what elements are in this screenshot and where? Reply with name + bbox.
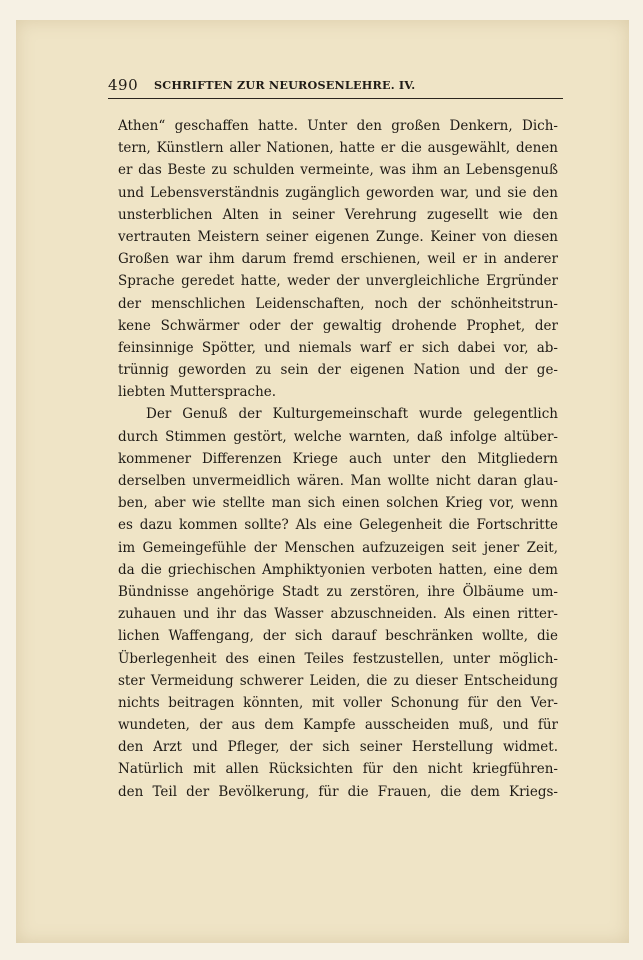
body-text bbox=[118, 115, 558, 803]
text-line: vertrauten Meistern seiner eigenen Zunge. Keiner von diesen bbox=[118, 228, 558, 245]
text-line: unsterblichen Alten in seiner Verehrung zugesellt wie den bbox=[118, 206, 558, 223]
text-line: Der Genuß der Kulturgemeinschaft wurde gelegentlich bbox=[146, 406, 558, 423]
running-header bbox=[108, 76, 563, 98]
paragraph bbox=[118, 115, 558, 403]
text-line: derselben unvermeidlich wären. Man wollte nicht daran glau- bbox=[118, 473, 558, 489]
text-line: durch Stimmen gestört, welche warnten, daß infolge altüber- bbox=[118, 428, 558, 445]
page-number: 490 bbox=[108, 76, 139, 94]
header-rule bbox=[108, 98, 563, 99]
running-title: SCHRIFTEN ZUR NEUROSENLEHRE. IV. bbox=[154, 78, 416, 92]
text-line: zuhauen und ihr das Wasser abzuschneiden. Als einen ritter- bbox=[118, 606, 558, 623]
text-line: den Teil der Bevölkerung, für die Frauen, die dem Kriegs- bbox=[118, 783, 558, 800]
text-line: Sprache geredet hatte, weder der unvergleichliche Ergründer bbox=[118, 273, 558, 290]
text-line: Bündnisse angehörige Stadt zu zerstören, ihre Ölbäume um- bbox=[118, 583, 558, 600]
text-line: trünnig geworden zu sein der eigenen Nation und der ge- bbox=[118, 362, 558, 379]
text-line: Überlegenheit des einen Teiles festzustellen, unter möglich- bbox=[118, 650, 558, 667]
text-line: kene Schwärmer oder der gewaltig drohende Prophet, der bbox=[118, 317, 558, 334]
text-line: Großen war ihm darum fremd erschienen, weil er in anderer bbox=[118, 251, 558, 268]
text-line: im Gemeingefühle der Menschen aufzuzeigen seit jener Zeit, bbox=[118, 539, 558, 556]
text-line: kommener Differenzen Kriege auch unter den Mitgliedern bbox=[118, 450, 558, 467]
text-line: der menschlichen Leidenschaften, noch der schönheitstrun- bbox=[118, 295, 558, 312]
text-line: Natürlich mit allen Rücksichten für den nicht kriegführen- bbox=[118, 761, 558, 778]
text-line: er das Beste zu schulden vermeinte, was ihm an Lebensgenuß bbox=[118, 162, 558, 179]
text-line: es dazu kommen sollte? Als eine Gelegenheit die Fortschritte bbox=[118, 517, 558, 534]
text-line: tern, Künstlern aller Nationen, hatte er die ausgewählt, denen bbox=[118, 140, 558, 157]
text-line: feinsinnige Spötter, und niemals warf er sich dabei vor, ab- bbox=[118, 339, 558, 356]
paragraph bbox=[118, 403, 558, 802]
text-line: wundeten, der aus dem Kampfe ausscheiden muß, und für bbox=[118, 717, 558, 734]
text-line: und Lebensverständnis zugänglich geworden war, und sie den bbox=[118, 184, 558, 201]
text-line: lichen Waffengang, der sich darauf beschränken wollte, die bbox=[118, 628, 558, 645]
text-line: liebten Muttersprache. bbox=[118, 384, 277, 401]
text-line: den Arzt und Pfleger, der sich seiner Herstellung widmet. bbox=[118, 739, 558, 756]
text-line: nichts beitragen könnten, mit voller Schonung für den Ver- bbox=[118, 694, 558, 711]
text-line: ster Vermeidung schwerer Leiden, die zu dieser Entscheidung bbox=[118, 672, 558, 689]
text-line: Athen“ geschaffen hatte. Unter den großen Denkern, Dich- bbox=[118, 118, 558, 134]
text-line: ben, aber wie stellte man sich einen solchen Krieg vor, wenn bbox=[118, 495, 558, 512]
text-line: da die griechischen Amphiktyonien verboten hatten, eine dem bbox=[118, 561, 558, 578]
